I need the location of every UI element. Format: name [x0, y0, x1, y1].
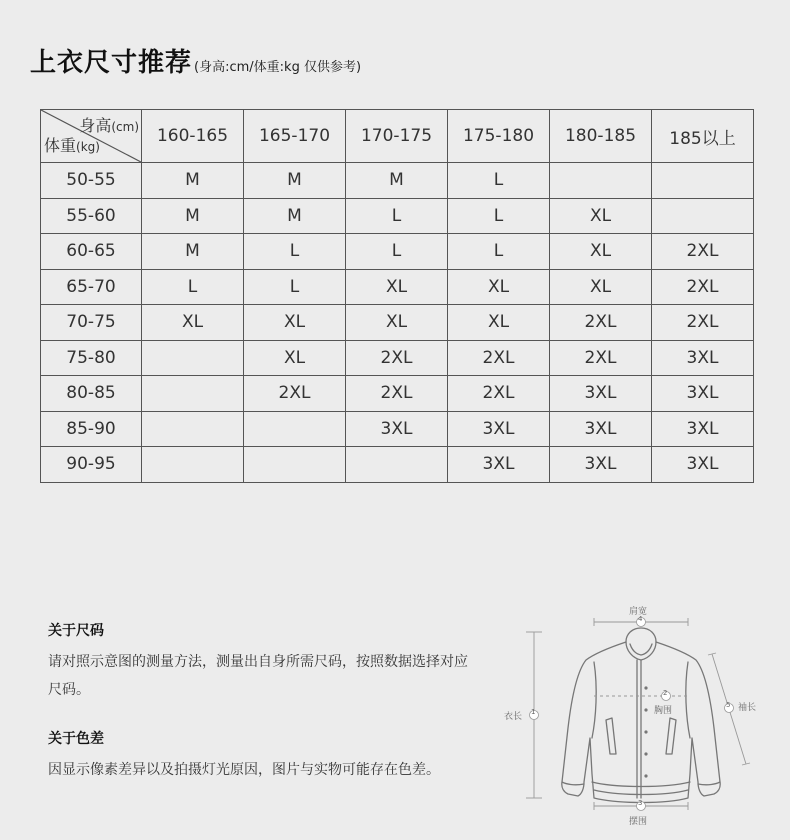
length-label: 衣长	[504, 712, 523, 722]
jacket-illustration	[498, 598, 788, 833]
size-cell: XL	[550, 198, 652, 234]
size-cell: 3XL	[652, 411, 754, 447]
corner-cell	[41, 110, 142, 163]
size-cell	[142, 376, 244, 412]
weight-cell: 55-60	[41, 198, 142, 234]
size-cell: 3XL	[550, 376, 652, 412]
size-cell: XL	[550, 269, 652, 305]
length-number: 1	[531, 708, 536, 716]
table-row	[41, 234, 754, 270]
height-axis-label: 身高(cm)	[79, 116, 139, 135]
size-cell: 2XL	[244, 376, 346, 412]
title-main: 上衣尺寸推荐	[30, 48, 193, 78]
size-cell: 2XL	[448, 376, 550, 412]
size-cell: 2XL	[346, 340, 448, 376]
table-row	[41, 447, 754, 483]
info-section	[48, 620, 478, 784]
size-cell: XL	[448, 269, 550, 305]
size-cell: M	[346, 163, 448, 199]
size-cell	[244, 447, 346, 483]
size-cell	[652, 198, 754, 234]
jacket-measurement-diagram	[498, 598, 788, 837]
about-size-heading: 关于尺码	[48, 623, 104, 639]
size-cell: L	[346, 198, 448, 234]
height-header-cell: 165-170	[244, 110, 346, 163]
weight-cell: 85-90	[41, 411, 142, 447]
table-row	[41, 163, 754, 199]
shoulder-label: 肩宽	[629, 607, 648, 617]
size-cell: 2XL	[550, 305, 652, 341]
weight-cell: 90-95	[41, 447, 142, 483]
size-cell	[346, 447, 448, 483]
height-header-cell: 175-180	[448, 110, 550, 163]
size-cell: M	[244, 198, 346, 234]
weight-cell: 75-80	[41, 340, 142, 376]
size-cell: 2XL	[550, 340, 652, 376]
height-header-cell: 160-165	[142, 110, 244, 163]
size-cell: M	[142, 198, 244, 234]
size-cell	[550, 163, 652, 199]
size-cell: 2XL	[652, 234, 754, 270]
size-cell: XL	[142, 305, 244, 341]
size-cell: XL	[448, 305, 550, 341]
size-cell: XL	[244, 340, 346, 376]
weight-cell: 50-55	[41, 163, 142, 199]
chest-number: 2	[663, 689, 668, 697]
size-cell: L	[448, 163, 550, 199]
page-title	[30, 42, 361, 79]
table-row	[41, 305, 754, 341]
table-row	[41, 411, 754, 447]
table-row	[41, 269, 754, 305]
size-cell: 3XL	[346, 411, 448, 447]
height-header-cell: 170-175	[346, 110, 448, 163]
size-cell	[142, 340, 244, 376]
size-cell: 2XL	[652, 305, 754, 341]
height-header-cell: 185以上	[652, 110, 754, 163]
table-row	[41, 198, 754, 234]
about-color-heading: 关于色差	[48, 731, 104, 747]
size-cell: XL	[244, 305, 346, 341]
weight-axis-label: 体重(kg)	[44, 136, 100, 155]
size-cell: 3XL	[652, 376, 754, 412]
size-cell: L	[448, 198, 550, 234]
size-cell	[652, 163, 754, 199]
size-cell: 2XL	[652, 269, 754, 305]
about-size-text: 请对照示意图的测量方法，测量出自身所需尺码，按照数据选择对应尺码。	[48, 654, 468, 698]
size-cell: M	[142, 234, 244, 270]
about-color-text: 因显示像素差异以及拍摄灯光原因，图片与实物可能存在色差。	[48, 762, 440, 778]
size-cell: M	[142, 163, 244, 199]
size-cell: L	[448, 234, 550, 270]
size-cell: L	[142, 269, 244, 305]
size-cell: 3XL	[652, 340, 754, 376]
size-cell: XL	[550, 234, 652, 270]
size-cell	[142, 411, 244, 447]
hem-label: 摆围	[629, 817, 648, 827]
size-cell: L	[346, 234, 448, 270]
size-cell: 3XL	[550, 447, 652, 483]
size-cell: XL	[346, 305, 448, 341]
size-cell: XL	[346, 269, 448, 305]
size-cell: 3XL	[448, 447, 550, 483]
size-cell: L	[244, 269, 346, 305]
size-cell: 3XL	[448, 411, 550, 447]
size-cell: M	[244, 163, 346, 199]
hem-number: 3	[638, 799, 643, 807]
size-cell: L	[244, 234, 346, 270]
title-subtitle: (身高:cm/体重:kg 仅供参考)	[194, 60, 362, 75]
header-row	[41, 110, 754, 163]
size-cell: 2XL	[346, 376, 448, 412]
table-row	[41, 340, 754, 376]
weight-cell: 65-70	[41, 269, 142, 305]
weight-cell: 60-65	[41, 234, 142, 270]
height-header-cell: 180-185	[550, 110, 652, 163]
size-cell: 3XL	[652, 447, 754, 483]
size-cell: 3XL	[550, 411, 652, 447]
shoulder-number: 4	[638, 615, 643, 623]
weight-cell: 70-75	[41, 305, 142, 341]
size-cell: 2XL	[448, 340, 550, 376]
size-cell	[244, 411, 346, 447]
sleeve-number: 5	[726, 701, 731, 709]
size-cell	[142, 447, 244, 483]
table-row	[41, 376, 754, 412]
weight-cell: 80-85	[41, 376, 142, 412]
size-chart-table	[40, 109, 754, 483]
sleeve-label: 袖长	[738, 703, 757, 713]
chest-label: 胸围	[654, 706, 673, 716]
